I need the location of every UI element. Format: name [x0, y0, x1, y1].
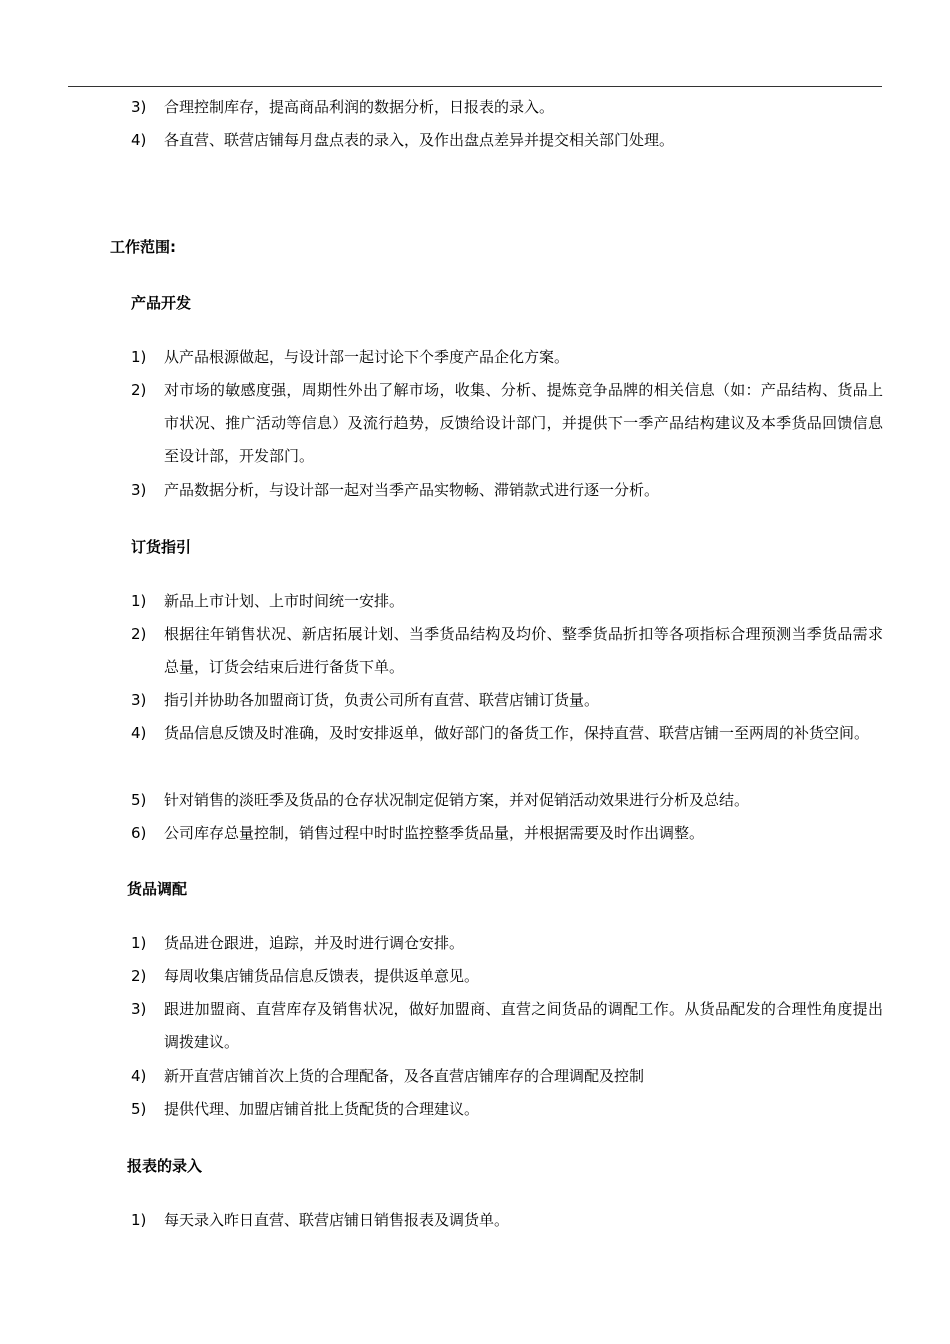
- list-item: [131, 960, 883, 993]
- item-text: 针对销售的淡旺季及货品的仓存状况制定促销方案，并对促销活动效果进行分析及总结。: [164, 791, 750, 809]
- item-number: 3): [131, 691, 147, 709]
- list-item: [131, 474, 883, 507]
- list-item: [131, 1060, 883, 1093]
- section-title-order-guide: 订货指引: [131, 538, 192, 556]
- item-text: 根据往年销售状况、新店拓展计划、当季货品结构及均价、整季货品折扣等各项指标合理预测当季货品需求总量，订货会结束后进行备货下单。: [164, 625, 883, 676]
- item-number: 2): [131, 625, 147, 643]
- item-number: 3): [131, 481, 147, 499]
- section-title-product-dev: 产品开发: [131, 294, 192, 312]
- item-text: 产品数据分析，与设计部一起对当季产品实物畅、滞销款式进行逐一分析。: [164, 481, 660, 499]
- list-item: [131, 1204, 883, 1237]
- item-text: 每天录入昨日直营、联营店铺日销售报表及调货单。: [164, 1211, 510, 1229]
- item-text: 公司库存总量控制，销售过程中时时监控整季货品量，并根据需要及时作出调整。: [164, 824, 705, 842]
- item-number: 3): [131, 1000, 147, 1018]
- list-item: [131, 993, 883, 1059]
- list-item: [131, 341, 883, 374]
- item-text: 指引并协助各加盟商订货，负责公司所有直营、联营店铺订货量。: [164, 691, 600, 709]
- list-item: [131, 124, 883, 157]
- item-text: 货品信息反馈及时准确，及时安排返单，做好部门的备货工作，保持直营、联营店铺一至两周的补货空间。: [164, 724, 870, 742]
- item-number: 2): [131, 381, 147, 399]
- item-number: 1): [131, 592, 147, 610]
- list-item: [131, 91, 883, 124]
- section-title-allocation: 货品调配: [127, 880, 188, 898]
- item-number: 4): [131, 131, 147, 149]
- item-text: 新品上市计划、上市时间统一安排。: [164, 592, 405, 610]
- item-number: 1): [131, 934, 147, 952]
- item-number: 3): [131, 98, 147, 116]
- list-item: [131, 585, 883, 618]
- header-rule: [68, 86, 882, 87]
- item-number: 4): [131, 1067, 147, 1085]
- item-text: 从产品根源做起，与设计部一起讨论下个季度产品企化方案。: [164, 348, 570, 366]
- item-number: 2): [131, 967, 147, 985]
- item-text: 提供代理、加盟店铺首批上货配货的合理建议。: [164, 1100, 480, 1118]
- item-text: 各直营、联营店铺每月盘点表的录入，及作出盘点差异并提交相关部门处理。: [164, 131, 675, 149]
- item-text: 每周收集店铺货品信息反馈表，提供返单意见。: [164, 967, 480, 985]
- list-item: [131, 374, 883, 473]
- item-number: 1): [131, 348, 147, 366]
- item-number: 5): [131, 1100, 147, 1118]
- item-number: 1): [131, 1211, 147, 1229]
- item-text: 新开直营店铺首次上货的合理配备，及各直营店铺库存的合理调配及控制: [164, 1067, 645, 1085]
- list-item: [131, 784, 883, 817]
- item-text: 对市场的敏感度强，周期性外出了解市场，收集、分析、提炼竞争品牌的相关信息（如：产品结构、货品上市状况、推广活动等信息）及流行趋势，反馈给设计部门，并提供下一季产品结构建议及本季货品回馈信息至设计部，开发部门。: [164, 381, 883, 465]
- list-item: [131, 817, 883, 850]
- list-item: [131, 717, 883, 750]
- item-number: 5): [131, 791, 147, 809]
- item-text: 跟进加盟商、直营库存及销售状况，做好加盟商、直营之间货品的调配工作。从货品配发的合理性角度提出调拨建议。: [164, 1000, 883, 1051]
- list-item: [131, 684, 883, 717]
- item-text: 合理控制库存，提高商品利润的数据分析，日报表的录入。: [164, 98, 555, 116]
- list-item: [131, 927, 883, 960]
- list-item: [131, 618, 883, 684]
- item-number: 4): [131, 724, 147, 742]
- scope-title: 工作范围:: [110, 238, 176, 256]
- list-item: [131, 1093, 883, 1126]
- item-number: 6): [131, 824, 147, 842]
- item-text: 货品进仓跟进，追踪，并及时进行调仓安排。: [164, 934, 465, 952]
- section-title-report: 报表的录入: [127, 1157, 203, 1175]
